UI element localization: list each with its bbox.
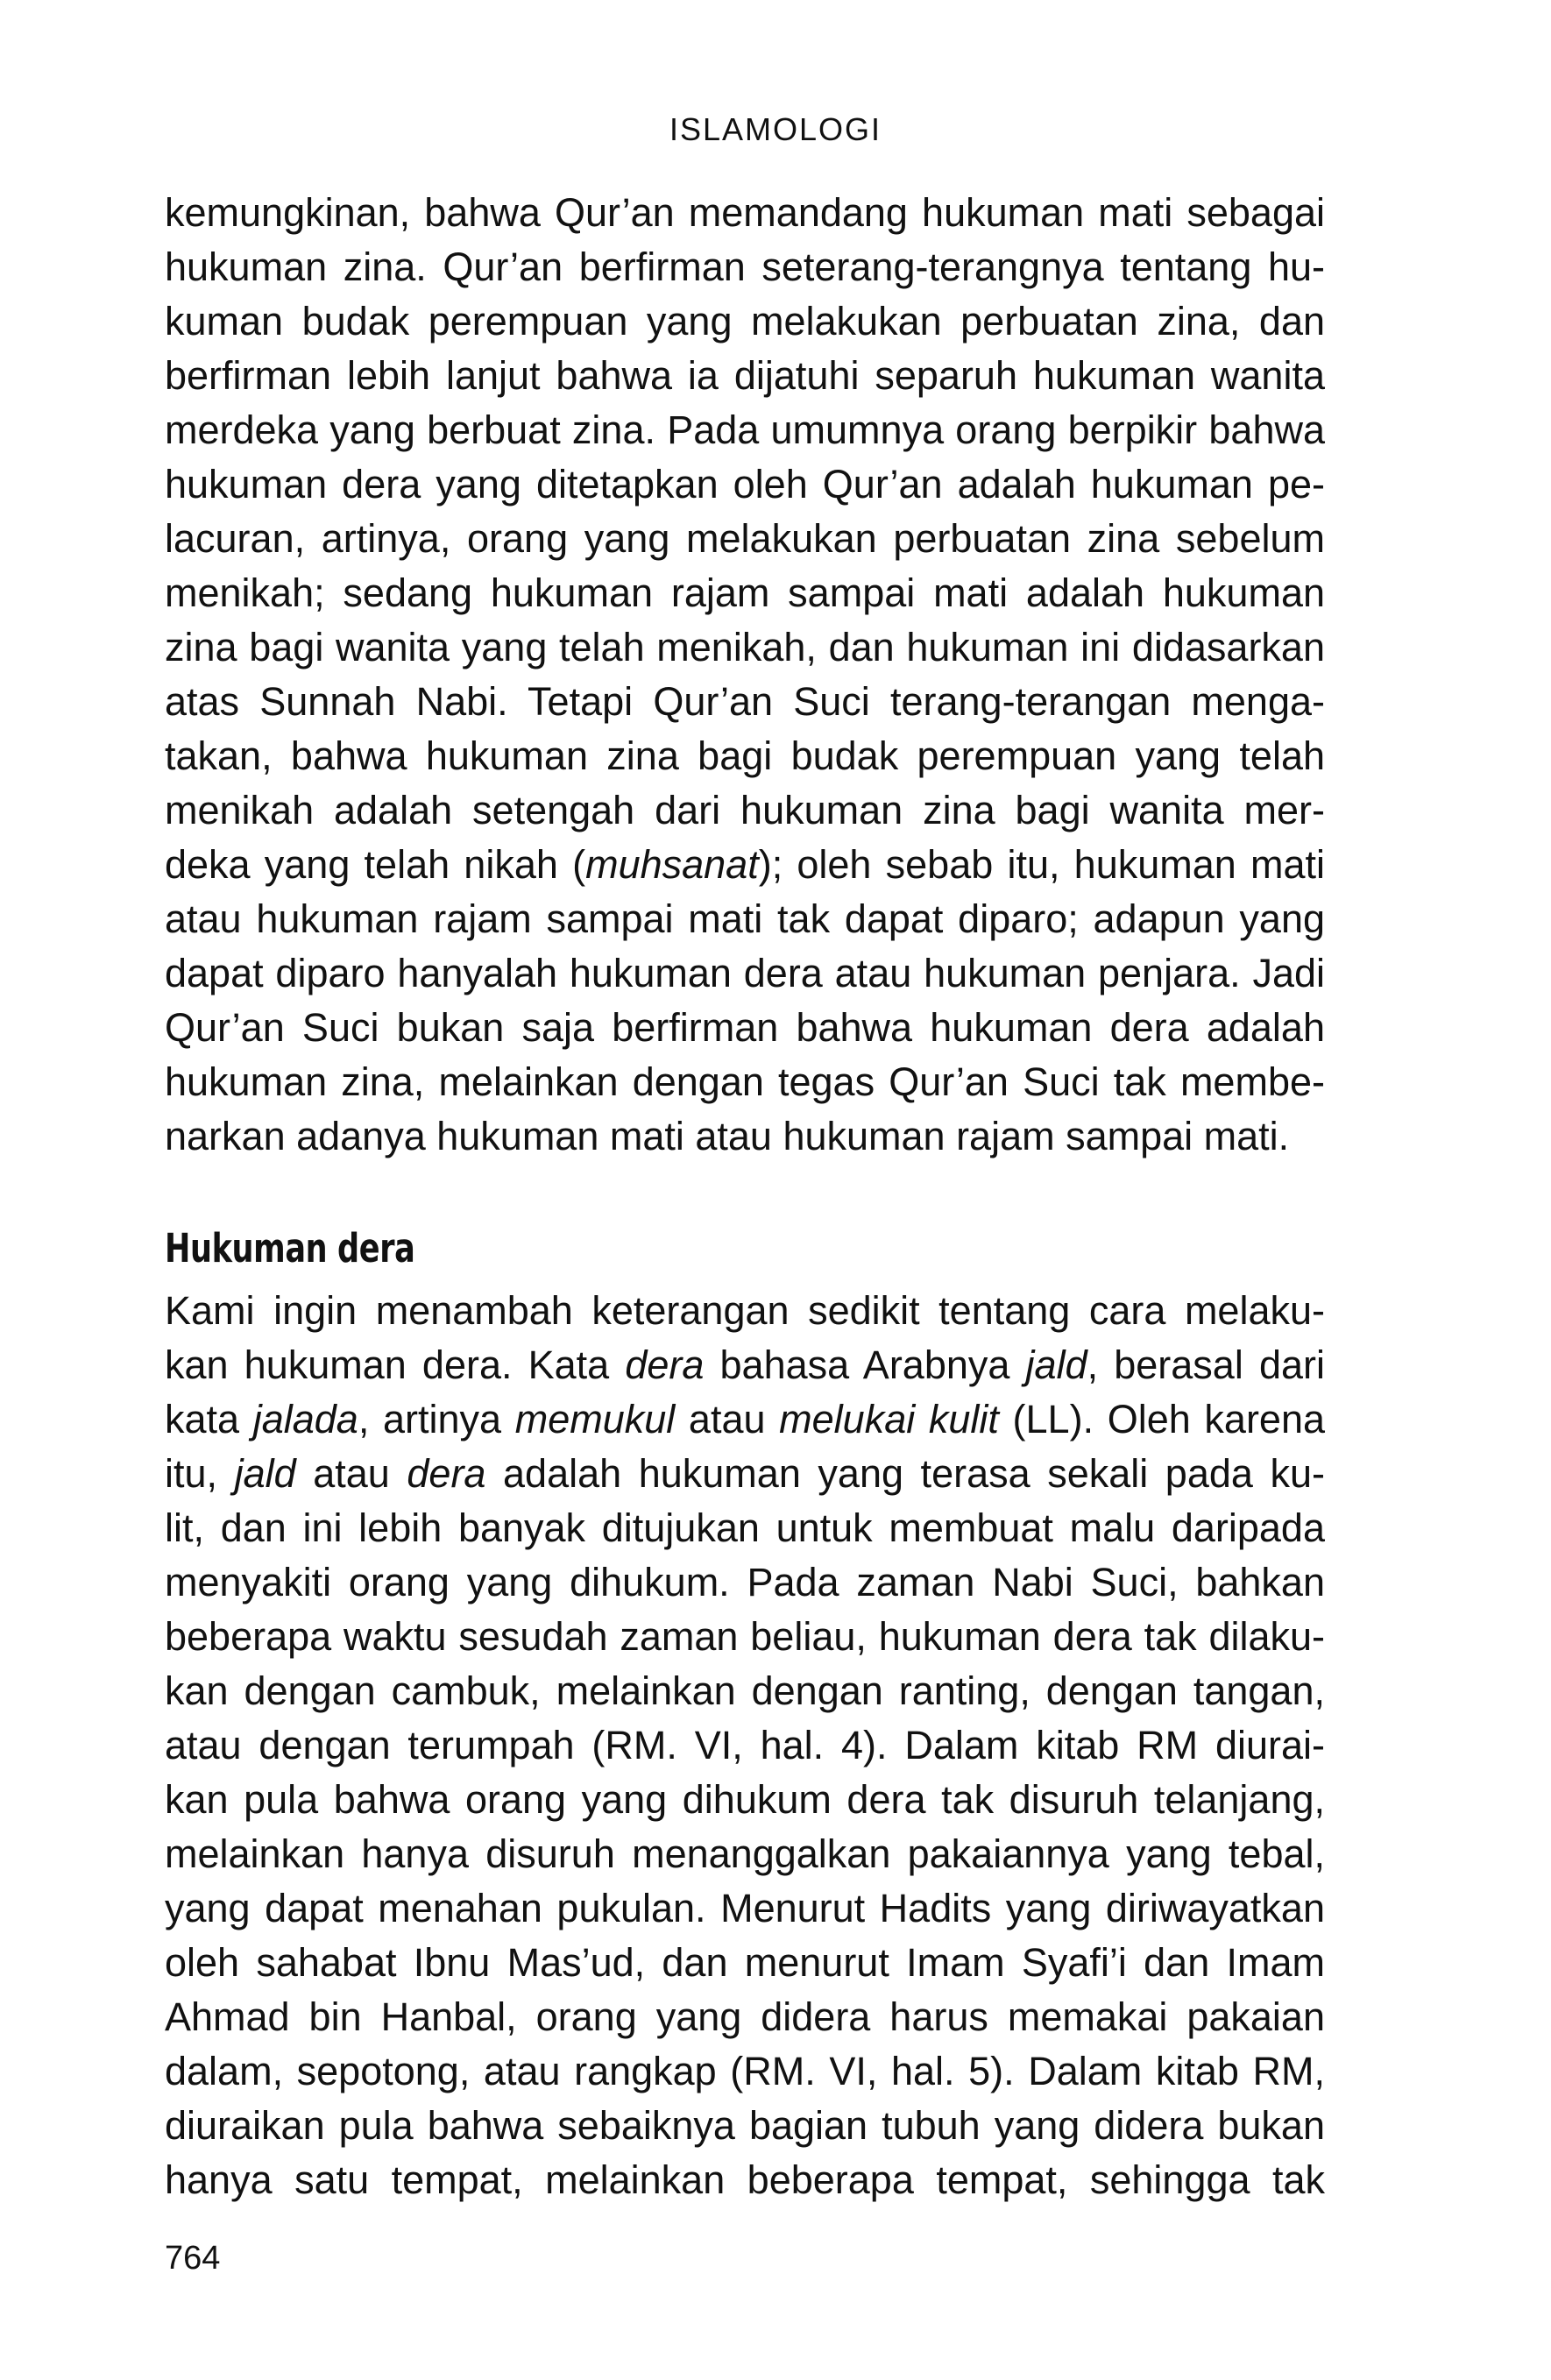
text-line: hukuman zina. Qur’an berfirman seterang-terangnya tentang hu- bbox=[165, 244, 1325, 289]
italic-term: memukul bbox=[514, 1397, 676, 1441]
text-line: yang dapat menahan pukulan. Menurut Hadits yang diriwayatkan bbox=[165, 1886, 1325, 1930]
page-number: 764 bbox=[165, 2240, 221, 2277]
text-line: kan dengan cambuk, melainkan dengan ranting, dengan tangan, bbox=[165, 1668, 1325, 1713]
text-line: Qur’an Suci bukan saja berfirman bahwa hukuman dera adalah bbox=[165, 1005, 1325, 1050]
text-run: atau bbox=[675, 1397, 780, 1441]
text-line: hukuman dera yang ditetapkan oleh Qur’an adalah hukuman pe- bbox=[165, 462, 1325, 506]
text-line: dapat diparo hanyalah hukuman dera atau hukuman penjara. Jadi bbox=[165, 951, 1325, 995]
italic-term: jald bbox=[234, 1451, 296, 1496]
text-line: atas Sunnah Nabi. Tetapi Qur’an Suci terang-terangan menga- bbox=[165, 679, 1325, 724]
italic-term: jalada bbox=[252, 1397, 358, 1441]
text-line bbox=[165, 1447, 1325, 1501]
text-line: menikah; sedang hukuman rajam sampai mati adalah hukuman bbox=[165, 570, 1325, 615]
text-line: atau hukuman rajam sampai mati tak dapat diparo; adapun yang bbox=[165, 896, 1325, 941]
text-line: lit, dan ini lebih banyak ditujukan untuk membuat malu daripada bbox=[165, 1505, 1325, 1550]
text-line: takan, bahwa hukuman zina bagi budak perempuan yang telah bbox=[165, 733, 1325, 778]
text-run: bahasa Arabnya bbox=[704, 1342, 1026, 1387]
text-line: melainkan hanya disuruh menanggalkan pakaiannya yang tebal, bbox=[165, 1831, 1325, 1876]
text-run: deka yang telah nikah ( bbox=[165, 842, 586, 887]
text-line: kemungkinan, bahwa Qur’an memandang hukuman mati sebagai bbox=[165, 190, 1325, 235]
text-line: dalam, sepotong, atau rangkap (RM. VI, hal. 5). Dalam kitab RM, bbox=[165, 2049, 1325, 2093]
text-line: menikah adalah setengah dari hukuman zina bagi wanita mer- bbox=[165, 788, 1325, 832]
text-line: menyakiti orang yang dihukum. Pada zaman Nabi Suci, bahkan bbox=[165, 1560, 1325, 1604]
text-run: kata bbox=[165, 1397, 253, 1441]
text-line: narkan adanya hukuman mati atau hukuman rajam sampai mati. bbox=[165, 1114, 1290, 1158]
text-run: , berasal dari bbox=[1087, 1342, 1325, 1387]
text-line: diuraikan pula bahwa sebaiknya bagian tubuh yang didera bukan bbox=[165, 2103, 1325, 2148]
text-run: adalah hukuman yang terasa sekali pada ku- bbox=[485, 1451, 1325, 1496]
text-run: kan hukuman dera. Kata bbox=[165, 1342, 626, 1387]
text-line: hanya satu tempat, melainkan beberapa tempat, sehingga tak bbox=[165, 2157, 1325, 2202]
running-header: ISLAMOLOGI bbox=[669, 111, 882, 147]
italic-term: melukai kulit bbox=[779, 1397, 999, 1441]
italic-term: dera bbox=[407, 1451, 486, 1496]
text-run: itu, bbox=[165, 1451, 235, 1496]
text-line bbox=[165, 838, 1325, 892]
body-paragraph-2 bbox=[165, 1284, 1325, 2207]
italic-term: muhsanat bbox=[585, 842, 759, 887]
text-line: Ahmad bin Hanbal, orang yang didera harus memakai pakaian bbox=[165, 1994, 1325, 2039]
text-line bbox=[165, 1338, 1325, 1392]
text-line: Kami ingin menambah keterangan sedikit tentang cara melaku- bbox=[165, 1288, 1325, 1333]
text-line: lacuran, artinya, orang yang melakukan perbuatan zina sebelum bbox=[165, 516, 1325, 561]
text-line: berfirman lebih lanjut bahwa ia dijatuhi separuh hukuman wanita bbox=[165, 353, 1325, 398]
text-run: atau bbox=[295, 1451, 407, 1496]
text-line: kan pula bahwa orang yang dihukum dera tak disuruh telanjang, bbox=[165, 1777, 1325, 1822]
text-line: kuman budak perempuan yang melakukan perbuatan zina, dan bbox=[165, 299, 1325, 344]
text-line: atau dengan terumpah (RM. VI, hal. 4). Dalam kitab RM diurai- bbox=[165, 1723, 1325, 1767]
body-paragraph-1 bbox=[165, 186, 1325, 1164]
text-line bbox=[165, 1392, 1325, 1447]
text-run: ); oleh sebab itu, hukuman mati bbox=[758, 842, 1325, 887]
text-line: zina bagi wanita yang telah menikah, dan hukuman ini didasarkan bbox=[165, 625, 1325, 669]
text-run: , artinya bbox=[358, 1397, 515, 1441]
section-heading: Hukuman dera bbox=[165, 1225, 415, 1271]
text-line: beberapa waktu sesudah zaman beliau, hukuman dera tak dilaku- bbox=[165, 1614, 1325, 1659]
italic-term: dera bbox=[625, 1342, 705, 1387]
text-line: merdeka yang berbuat zina. Pada umumnya orang berpikir bahwa bbox=[165, 407, 1325, 452]
italic-term: jald bbox=[1025, 1342, 1087, 1387]
text-run: (LL). Oleh karena bbox=[998, 1397, 1326, 1441]
text-line: oleh sahabat Ibnu Mas’ud, dan menurut Imam Syafi’i dan Imam bbox=[165, 1940, 1325, 1985]
text-line: hukuman zina, melainkan dengan tegas Qur’an Suci tak membe- bbox=[165, 1059, 1325, 1104]
